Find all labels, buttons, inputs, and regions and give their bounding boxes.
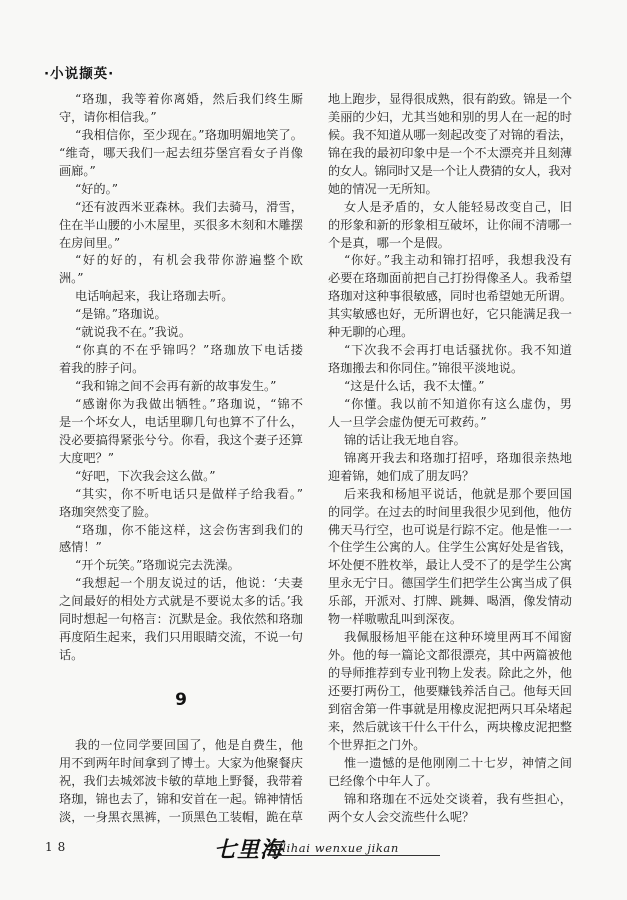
paragraph	[59, 288, 303, 306]
text-line: 我的一位同学要回国了，他是自费生，他	[75, 737, 304, 752]
text-line: “这是什么话，我不太懂。”	[344, 379, 485, 393]
text-line: “我和锦之间不会再有新的故事发生。”	[75, 379, 277, 393]
text-line: “我想起一个朋友说过的话，他说：‘夫妻	[75, 576, 304, 591]
text-line: 锦的话让我无地自容。	[344, 432, 466, 447]
paragraph	[59, 306, 303, 324]
right-column-paragraphs	[328, 199, 572, 827]
text-line: 我佩服杨旭平能在这种环境里两耳不闻窗	[344, 630, 573, 645]
text-line: 祝，我们去城郊波卡敏的草地上野餐，我带着	[59, 773, 304, 788]
text-line: “下次我不会再打电话骚扰你。我不知道	[344, 343, 573, 358]
text-line: 用不到两年时间拿到了博士。大家为他聚餐庆	[59, 755, 304, 770]
text-line: “还有波西米亚森林。我们去骑马，滑雪，	[75, 199, 304, 214]
paragraph	[328, 486, 572, 630]
magazine-logo: 七里海	[214, 837, 284, 863]
text-line: 锦离开我去和珞珈打招呼，珞珈很亲热地	[344, 450, 573, 465]
text-line: 个是真，哪一个是假。	[328, 235, 450, 250]
text-line: 后来我和杨旭平说话，他就是那个要回国	[344, 486, 573, 501]
text-line: “感谢你为我做出牺牲。”珞珈说，“锦不	[75, 396, 305, 411]
text-line: 画廊。”	[59, 163, 96, 178]
paragraph	[328, 199, 572, 253]
section-number: 9	[175, 690, 187, 710]
text-line: 两个女人会交流些什么呢？	[328, 809, 475, 824]
text-line: 淡，一身黑衣黑裤，一顶黑色工装帽，跪在草	[59, 809, 304, 824]
text-line: 的同学。在过去的时间里我很少见到他，他仿	[328, 504, 573, 519]
text-line: “开个玩笑。”珞珈说完去洗澡。	[75, 558, 240, 573]
paragraph	[59, 91, 303, 127]
text-line: 的导师推荐到专业刊物上发表。除此之外，他	[328, 666, 573, 680]
text-line: “好的好的，有机会我带你游遍整个欧	[75, 253, 305, 268]
text-line: 的女人。锦同时又是一个让人费猜的女人，我对	[328, 163, 572, 178]
text-line: 珞珈对这种事很敏感，同时也希望她无所谓。	[328, 289, 573, 304]
text-line: 她的情况一无所知。	[328, 181, 438, 196]
text-line: 地上跑步，显得很成熟，很有韵致。锦是一个	[328, 92, 573, 106]
paragraph	[59, 181, 303, 199]
paragraph	[59, 468, 303, 486]
paragraph	[59, 557, 303, 575]
magazine-pinyin: qilihai wenxue jikan	[270, 842, 440, 856]
text-line: 惟一遗憾的是他刚刚二十七岁，神情之间	[344, 755, 573, 770]
text-line: 珞珈搬去和你同住。”锦很平淡地说。	[328, 361, 524, 376]
text-line: 洲。”	[59, 271, 84, 286]
paragraph	[59, 127, 303, 181]
paragraph	[328, 791, 572, 827]
text-line: 再度陌生起来，我们只用眼睛交流，不说一句	[59, 630, 304, 645]
paragraph	[328, 396, 572, 432]
left-column-text-after-section	[59, 737, 303, 827]
paragraph	[328, 629, 572, 755]
paragraph	[328, 755, 572, 791]
paragraph	[59, 378, 303, 396]
text-line: 已经像个中年人了。	[328, 773, 438, 788]
text-line: “就说我不在。”我说。	[75, 325, 192, 340]
text-line: “你懂。我以前不知道你有这么虚伪，男	[344, 396, 573, 411]
paragraph	[328, 432, 572, 450]
paragraph	[59, 575, 303, 665]
paragraph	[59, 199, 303, 253]
left-column	[59, 91, 303, 826]
page-number: 18	[45, 840, 71, 854]
text-line: 感情！”	[59, 540, 102, 555]
text-line: 珞珈，锦也去了，锦和安首在一起。锦神情恬	[59, 791, 304, 806]
text-line: 候。我不知道从哪一刻起改变了对锦的看法，	[328, 127, 573, 142]
text-line: 话。	[59, 648, 84, 663]
text-line: “是锦。”珞珈说。	[75, 307, 167, 322]
text-line: 女人是矛盾的，女人能轻易改变自己，旧	[344, 199, 573, 214]
text-line: 珞珈突然变了脸。	[59, 504, 157, 519]
paragraph	[59, 252, 303, 288]
text-line: 大度吧？”	[59, 450, 114, 465]
text-line: 物一样嗷嗷乱叫到深夜。	[328, 612, 463, 627]
text-line: 来，然后就该干什么干什么，两块橡皮泥把整	[328, 719, 573, 734]
paragraph	[59, 342, 303, 378]
text-line: 个世界拒之门外。	[328, 737, 426, 752]
text-line: “我相信你，至少现在。”珞珈明媚地笑了。	[75, 127, 304, 142]
text-line: “珞珈，我等着你离婚，然后我们终生厮	[75, 92, 304, 106]
text-line: 是一个坏女人，电话里聊几句也算不了什么，	[59, 414, 304, 429]
paragraph	[59, 396, 303, 468]
text-line: 没必要搞得紧张兮兮。你看，我这个妻子还算	[59, 432, 304, 447]
paragraph	[328, 450, 572, 486]
text-line: 锦和珞珈在不远处交谈着，我有些担心，	[344, 791, 573, 806]
text-line: 迎着锦，她们成了朋友吗？	[328, 468, 475, 483]
paragraph	[328, 378, 572, 396]
paragraph	[328, 252, 572, 342]
text-line: 住在半山腰的小木屋里，买很多木刻和木雕摆	[59, 217, 304, 232]
text-line: 种无聊的心理。	[328, 325, 414, 340]
text-line: “好吧，下次我会这么做。”	[75, 468, 216, 483]
paragraph	[328, 342, 572, 378]
paragraph	[59, 486, 303, 522]
right-column-continued-paragraph	[328, 91, 572, 199]
text-line: “珞珈，你不能这样，这会伤害到我们的	[75, 522, 304, 537]
paragraph	[59, 324, 303, 342]
text-line: 电话响起来，我让珞珈去听。	[75, 289, 234, 304]
text-line: “你真的不在乎锦吗？”珞珈放下电话搂	[75, 343, 305, 358]
text-line: “其实，你不听电话只是做样子给我看。”	[75, 486, 304, 501]
section-label: ·小说撷英·	[44, 66, 115, 82]
paragraph	[59, 737, 303, 827]
text-line: 还要打两份工，他要赚钱养活自己。他每天回	[328, 683, 573, 698]
text-line: 到宿舍第一件事就是用橡皮泥把两只耳朵堵起	[328, 701, 573, 716]
text-line: 的形象和新的形象相互破坏，让你闹不清哪一	[328, 217, 573, 232]
text-line: 佛天马行空，也可说是行踪不定。他是惟一一	[328, 522, 573, 537]
text-line: 外。他的每一篇论文都很漂亮，其中两篇被他	[328, 648, 573, 663]
text-line: “好的。”	[75, 181, 118, 196]
text-line: 人一旦学会虚伪便无可救药。”	[328, 414, 487, 429]
text-line: 守，请你相信我。”	[59, 109, 157, 124]
text-line: 个住学生公寓的人。住学生公寓好处是省钱，	[328, 540, 573, 555]
text-line: 锦在我的最初印象中是一个不太漂亮并且刻薄	[328, 145, 573, 160]
text-line: 之间最好的相处方式就是不要说太多的话。’我	[59, 594, 304, 609]
text-line: 美丽的少妇，尤其当她和别的男人在一起的时	[328, 109, 573, 124]
text-line: 在房间里。”	[59, 235, 121, 250]
text-line: 同时想起一句格言：沉默是金。我依然和珞珈	[59, 612, 304, 627]
right-column	[328, 91, 572, 826]
text-line: “维奇，哪天我们一起去纽芬堡宫看女子肖像	[59, 145, 304, 160]
text-line: “你好。”我主动和锦打招呼，我想我没有	[344, 253, 573, 268]
text-line: 着我的脖子问。	[59, 361, 145, 376]
paragraph	[59, 522, 303, 558]
text-line: 必要在珞珈面前把自己打扮得像圣人。我希望	[328, 271, 573, 286]
text-line: 乐部，开派对、打牌、跳舞、喝酒，像发情动	[328, 594, 573, 609]
left-column-text-before-section	[59, 91, 303, 665]
text-line: 坏处便不胜枚举，最让人受不了的是学生公寓	[328, 558, 573, 573]
text-line: 其实敏感也好，无所谓也好，它只能满足我一	[328, 307, 573, 322]
text-line: 里永无宁日。德国学生们把学生公寓当成了俱	[328, 576, 573, 591]
